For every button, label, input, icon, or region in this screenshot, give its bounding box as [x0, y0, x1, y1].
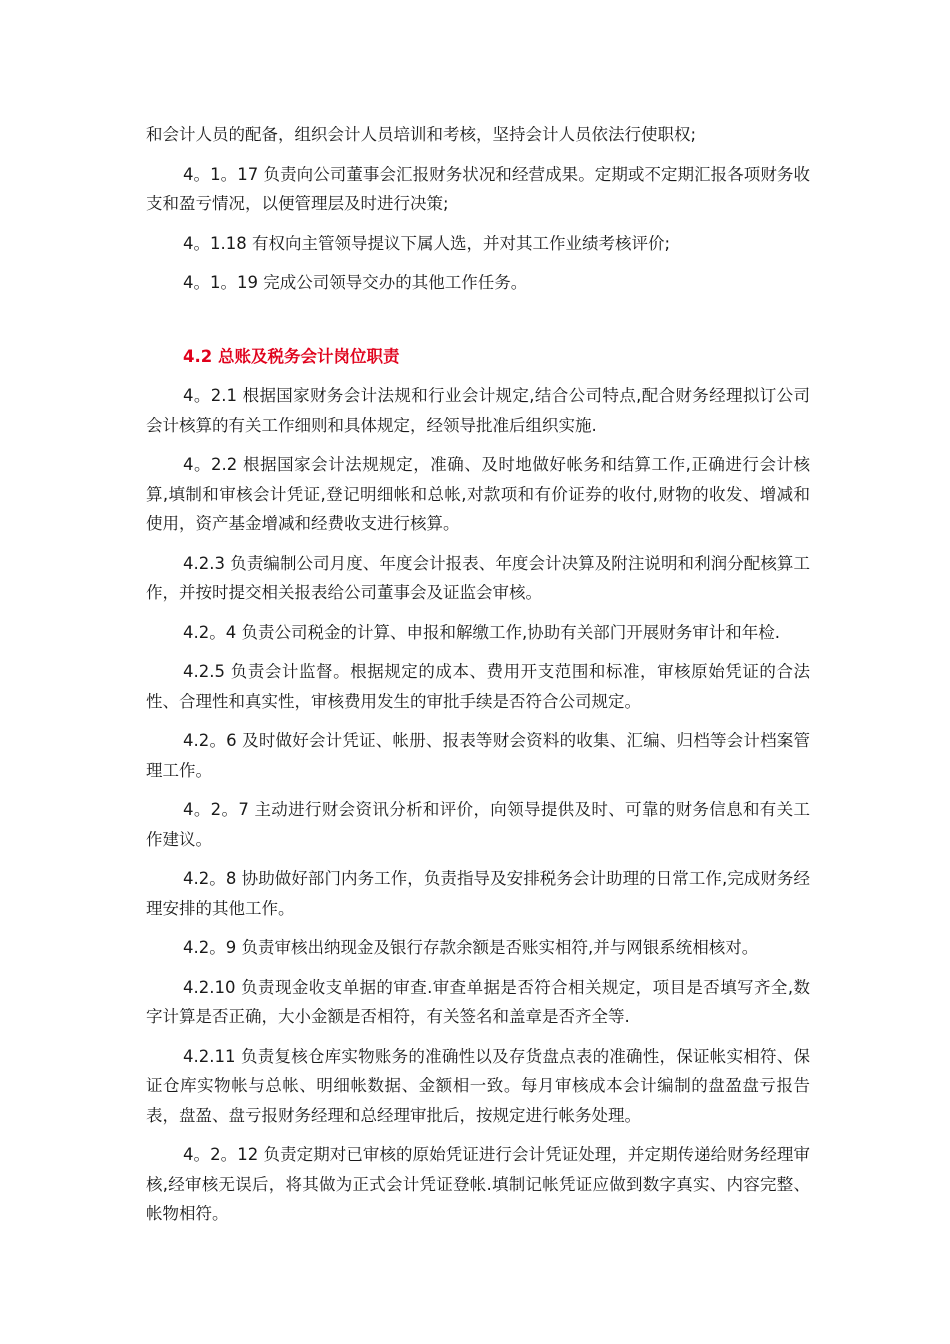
- item-4-2-7: 4。2。7 主动进行财会资讯分析和评价，向领导提供及时、可靠的财务信息和有关工作建议。: [146, 800, 810, 849]
- item-4-2-4: 4.2。4 负责公司税金的计算、申报和解缴工作,协助有关部门开展财务审计和年检.: [183, 622, 780, 642]
- item-4-2-3: 4.2.3 负责编制公司月度、年度会计报表、年度会计决算及附注说明和利润分配核算工作，并按时提交相关报表给公司董事会及证监会审核。: [146, 553, 810, 602]
- item-4-2-10: 4.2.10 负责现金收支单据的审查.审查单据是否符合相关规定，项目是否填写齐全,数字计算是否正确，大小金额是否相符，有关签名和盖章是否齐全等.: [146, 977, 810, 1026]
- intro-paragraph: 和会计人员的配备，组织会计人员培训和考核，坚持会计人员依法行使职权;: [146, 125, 697, 144]
- item-4-2-12: 4。2。12 负责定期对已审核的原始凭证进行会计凭证处理，并定期传递给财务经理审核,经审核无误后，将其做为正式会计凭证登帐.填制记帐凭证应做到数字真实、内容完整、帐物相符。: [146, 1145, 810, 1223]
- item-4-2-8: 4.2。8 协助做好部门内务工作，负责指导及安排税务会计助理的日常工作,完成财务经理安排的其他工作。: [146, 869, 810, 918]
- item-4-2-9: 4.2。9 负责审核出纳现金及银行存款余额是否账实相符,并与网银系统相核对。: [183, 938, 759, 957]
- item-4-2-5: 4.2.5 负责会计监督。根据规定的成本、费用开支范围和标准，审核原始凭证的合法性、合理性和真实性，审核费用发生的审批手续是否符合公司规定。: [146, 662, 810, 711]
- item-4-2-11: 4.2.11 负责复核仓库实物账务的准确性以及存货盘点表的准确性，保证帐实相符、保证仓库实物帐与总帐、明细帐数据、金额相一致。每月审核成本会计编制的盘盈盘亏报告表，盘盈、盘亏报财务经理和总经理审批后，按规定进行帐务处理。: [146, 1046, 810, 1125]
- section-heading-4-2: 4.2 总账及税务会计岗位职责: [183, 346, 400, 366]
- item-4-1-19: 4。1。19 完成公司领导交办的其他工作任务。: [183, 273, 528, 292]
- item-4-1-18: 4。1.18 有权向主管领导提议下属人选，并对其工作业绩考核评价;: [183, 233, 671, 253]
- document-body: [146, 120, 810, 1239]
- item-4-1-17: 4。1。17 负责向公司董事会汇报财务状况和经营成果。定期或不定期汇报各项财务收支和盈亏情况，以便管理层及时进行决策;: [146, 164, 810, 213]
- section-spacer: [146, 308, 810, 342]
- item-4-2-2: 4。2.2 根据国家会计法规规定，准确、及时地做好帐务和结算工作,正确进行会计核算,填制和审核会计凭证,登记明细帐和总帐,对款项和有价证券的收付,财物的收发、增减和使用，资产基金增减和经费收支进行核算。: [146, 455, 810, 533]
- item-4-2-6: 4.2。6 及时做好会计凭证、帐册、报表等财会资料的收集、汇编、归档等会计档案管理工作。: [146, 731, 810, 780]
- item-4-2-1: 4。2.1 根据国家财务会计法规和行业会计规定,结合公司特点,配合财务经理拟订公司会计核算的有关工作细则和具体规定，经领导批准后组织实施.: [146, 386, 810, 435]
